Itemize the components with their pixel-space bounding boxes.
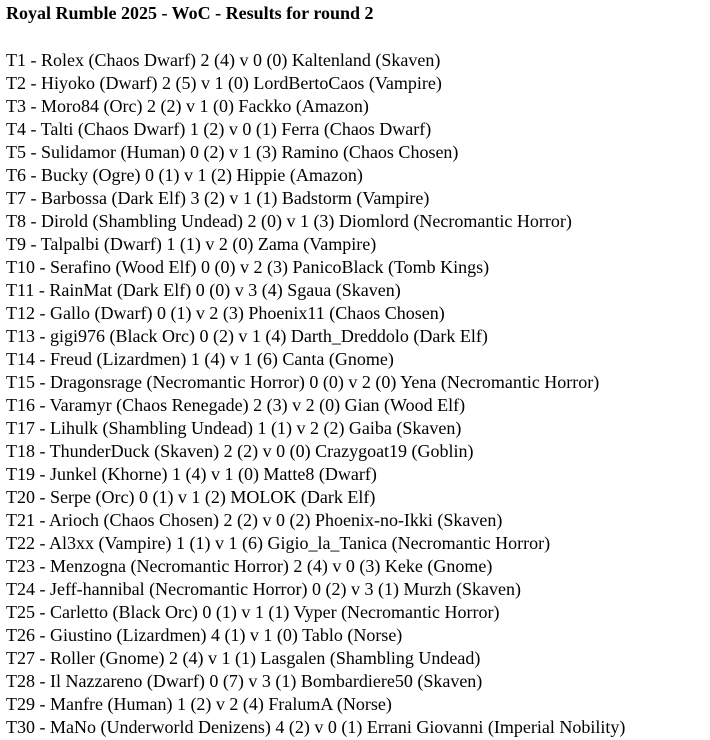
result-line: T2 - Hiyoko (Dwarf) 2 (5) v 1 (0) LordBertoCaos (Vampire) (6, 73, 442, 93)
result-line: T20 - Serpe (Orc) 0 (1) v 1 (2) MOLOK (Dark Elf) (6, 487, 376, 507)
result-line: T21 - Arioch (Chaos Chosen) 2 (2) v 0 (2) Phoenix-no-Ikki (Skaven) (6, 510, 503, 530)
result-line: T14 - Freud (Lizardmen) 1 (4) v 1 (6) Canta (Gnome) (6, 349, 394, 369)
result-line: T4 - Talti (Chaos Dwarf) 1 (2) v 0 (1) Ferra (Chaos Dwarf) (6, 119, 432, 139)
result-line: T29 - Manfre (Human) 1 (2) v 2 (4) FralumA (Norse) (6, 694, 392, 714)
result-line: T6 - Bucky (Ogre) 0 (1) v 1 (2) Hippie (Amazon) (6, 165, 363, 185)
result-line: T1 - Rolex (Chaos Dwarf) 2 (4) v 0 (0) Kaltenland (Skaven) (6, 50, 441, 70)
result-line: T7 - Barbossa (Dark Elf) 3 (2) v 1 (1) Badstorm (Vampire) (6, 188, 430, 208)
result-line: T17 - Lihulk (Shambling Undead) 1 (1) v 2 (2) Gaiba (Skaven) (6, 418, 462, 438)
result-line: T25 - Carletto (Black Orc) 0 (1) v 1 (1) Vyper (Necromantic Horror) (6, 602, 500, 622)
result-line: T3 - Moro84 (Orc) 2 (2) v 1 (0) Fackko (Amazon) (6, 96, 369, 116)
result-line: T26 - Giustino (Lizardmen) 4 (1) v 1 (0) Tablo (Norse) (6, 625, 403, 645)
result-line: T19 - Junkel (Khorne) 1 (4) v 1 (0) Matte8 (Dwarf) (6, 464, 377, 484)
result-line: T11 - RainMat (Dark Elf) 0 (0) v 3 (4) Sgaua (Skaven) (6, 280, 401, 300)
result-line: T22 - Al3xx (Vampire) 1 (1) v 1 (6) Gigio_la_Tanica (Necromantic Horror) (6, 533, 551, 553)
result-line: T16 - Varamyr (Chaos Renegade) 2 (3) v 2 (0) Gian (Wood Elf) (6, 395, 466, 415)
result-line: T15 - Dragonsrage (Necromantic Horror) 0 (0) v 2 (0) Yena (Necromantic Horror) (6, 372, 600, 392)
result-line: T18 - ThunderDuck (Skaven) 2 (2) v 0 (0) Crazygoat19 (Goblin) (6, 441, 474, 461)
result-line: T8 - Dirold (Shambling Undead) 2 (0) v 1 (3) Diomlord (Necromantic Horror) (6, 211, 572, 231)
result-line: T24 - Jeff-hannibal (Necromantic Horror) 0 (2) v 3 (1) Murzh (Skaven) (6, 579, 521, 599)
result-line: T9 - Talpalbi (Dwarf) 1 (1) v 2 (0) Zama (Vampire) (6, 234, 377, 254)
result-line: T28 - Il Nazzareno (Dwarf) 0 (7) v 3 (1) Bombardiere50 (Skaven) (6, 671, 483, 691)
results-list (6, 49, 704, 739)
result-line: T10 - Serafino (Wood Elf) 0 (0) v 2 (3) PanicoBlack (Tomb Kings) (6, 257, 490, 277)
result-line: T5 - Sulidamor (Human) 0 (2) v 1 (3) Ramino (Chaos Chosen) (6, 142, 459, 162)
result-line: T12 - Gallo (Dwarf) 0 (1) v 2 (3) Phoenix11 (Chaos Chosen) (6, 303, 445, 323)
page-title: Royal Rumble 2025 - WoC - Results for round 2 (6, 3, 374, 23)
result-line: T27 - Roller (Gnome) 2 (4) v 1 (1) Lasgalen (Shambling Undead) (6, 648, 481, 668)
result-line: T23 - Menzogna (Necromantic Horror) 2 (4) v 0 (3) Keke (Gnome) (6, 556, 493, 576)
result-line: T30 - MaNo (Underworld Denizens) 4 (2) v 0 (1) Errani Giovanni (Imperial Nobility) (6, 717, 626, 737)
result-line: T13 - gigi976 (Black Orc) 0 (2) v 1 (4) Darth_Dreddolo (Dark Elf) (6, 326, 488, 346)
